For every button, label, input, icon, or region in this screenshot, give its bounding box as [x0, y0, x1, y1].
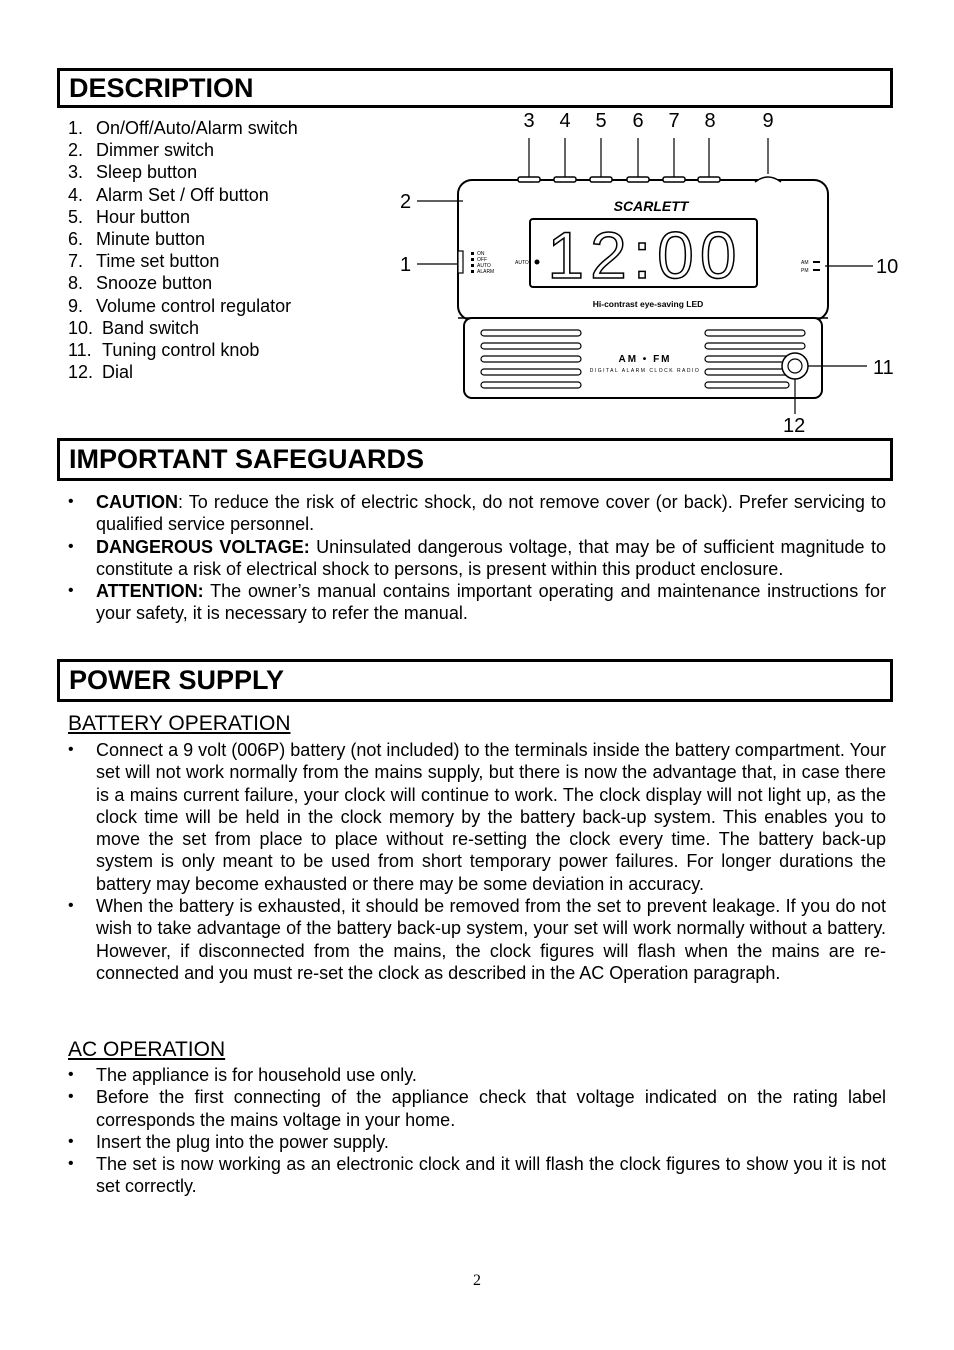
list-item: • The set is now working as an electronic clock and it will flash the clock figures to show you it is not set correctly. — [68, 1153, 886, 1198]
bullet-label: CAUTION — [96, 492, 178, 512]
list-item: • Insert the plug into the power supply. — [68, 1131, 886, 1153]
safeguards-list — [68, 491, 886, 625]
alarm-set-button — [554, 177, 576, 182]
list-item — [68, 184, 298, 206]
safeguards-heading — [57, 438, 893, 481]
auto-label: AUTO — [515, 260, 529, 266]
list-item — [68, 580, 886, 625]
item-number: 4. — [68, 184, 84, 205]
list-item — [68, 161, 298, 183]
list-item — [68, 206, 298, 228]
callout-2: 2 — [400, 191, 412, 213]
callout-8: 8 — [704, 110, 716, 132]
auto-indicator-dot — [535, 260, 540, 265]
minute-button — [627, 177, 649, 182]
callout-6: 6 — [632, 110, 644, 132]
list-item — [68, 117, 298, 139]
am-label: AM — [801, 260, 809, 266]
band-label: AM • FM — [618, 354, 672, 365]
list-item — [68, 295, 298, 317]
description-heading — [57, 68, 893, 108]
bullet-text: : To reduce the risk of electric shock, do not remove cover (or back). Prefer servicing to qualified service personnel. — [96, 492, 886, 535]
bullet-text: Uninsulated dangerous voltage, that may be of sufficient magnitude to constitute a risk of electrical shock to persons, is present within this product enclosure. — [96, 536, 886, 579]
volume-knob — [755, 177, 781, 182]
callout-11: 11 — [873, 357, 894, 379]
item-number: 11. — [68, 339, 92, 360]
item-number: 10. — [68, 317, 94, 338]
item-number: 7. — [68, 251, 84, 272]
list-item — [68, 361, 298, 383]
item-text: Snooze button — [96, 273, 213, 294]
dial-icon — [788, 359, 802, 373]
list-item — [68, 491, 886, 536]
pm-label: PM — [801, 268, 809, 274]
on-off-switch — [458, 251, 463, 273]
bullet-label: ATTENTION: — [96, 581, 204, 602]
item-text: Volume control regulator — [96, 295, 292, 316]
power-supply-heading-text: POWER SUPPLY — [69, 665, 285, 695]
switch-label-on: ON — [477, 251, 485, 257]
switch-label-auto: AUTO — [477, 263, 491, 269]
list-item — [68, 272, 298, 294]
bullet-text: The owner’s manual contains important operating and maintenance instructions for your safety, it is necessary to refer the manual. — [96, 581, 886, 624]
time-set-button — [663, 177, 685, 182]
safeguards-heading-text: IMPORTANT SAFEGUARDS — [69, 444, 424, 474]
item-number: 9. — [68, 295, 84, 316]
switch-label-off: OFF — [477, 257, 487, 263]
ac-operation-list — [68, 1064, 886, 1198]
item-number: 3. — [68, 162, 84, 183]
ac-operation-heading: AC OPERATION — [68, 1038, 226, 1061]
item-text: Hour button — [96, 206, 191, 227]
item-number: 8. — [68, 273, 84, 294]
item-text: Tuning control knob — [102, 339, 260, 360]
battery-operation-list — [68, 739, 886, 984]
description-heading-text: DESCRIPTION — [69, 72, 254, 103]
hour-button — [590, 177, 612, 182]
callout-3: 3 — [523, 110, 535, 132]
item-number: 2. — [68, 140, 84, 161]
item-text: Sleep button — [96, 162, 198, 183]
list-item — [68, 250, 298, 272]
led-caption: Hi-contrast eye-saving LED — [592, 299, 704, 309]
page-number: 2 — [473, 1272, 481, 1289]
callout-7: 7 — [668, 110, 680, 132]
clock-time-display: 12:00 — [547, 218, 743, 292]
battery-operation-heading: BATTERY OPERATION — [68, 712, 291, 735]
list-item — [68, 317, 298, 339]
item-text: Time set button — [96, 251, 220, 272]
clock-radio-diagram — [395, 106, 905, 440]
callout-4: 4 — [559, 110, 571, 132]
list-item — [68, 228, 298, 250]
item-text: Minute button — [96, 228, 206, 249]
item-number: 6. — [68, 228, 84, 249]
list-item — [68, 339, 298, 361]
item-text: On/Off/Auto/Alarm switch — [96, 118, 298, 138]
snooze-button — [698, 177, 720, 182]
bullet-label: DANGEROUS VOLTAGE: — [96, 536, 310, 557]
list-item: • Connect a 9 volt (006P) battery (not included) to the terminals inside the battery compartment. Your set will not work normally from the mains supply, but there is now the advantage that, in case there is a mains current failure, your clock will continue to work. The clock display will not light up, as the clock time will be held in the clock memory by the battery back-up system. This enables you to move the set from place to place without re-setting the clock every time. The battery back-up system is only meant to be used from short temporary power failures. For longer durations the battery may become exhausted or there may be some deviation in accuracy. — [68, 739, 886, 895]
list-item — [68, 536, 886, 581]
brand-logo: SCARLETT — [613, 198, 689, 214]
sleep-button — [518, 177, 540, 182]
item-number: 12. — [68, 362, 94, 383]
description-list — [68, 117, 298, 383]
item-number: 5. — [68, 206, 84, 227]
callout-1: 1 — [400, 254, 412, 276]
radio-caption: DIGITAL ALARM CLOCK RADIO — [589, 368, 701, 374]
callout-10: 10 — [876, 256, 899, 278]
list-item — [68, 139, 298, 161]
callout-5: 5 — [595, 110, 607, 132]
item-text: Dial — [102, 362, 134, 383]
callout-12: 12 — [783, 415, 806, 437]
list-item: • When the battery is exhausted, it should be removed from the set to prevent leakage. If you do not wish to take advantage of the battery back-up system, your set will work normally without a battery. However, if disconnected from the mains, the clock figures will flash when the mains are re-connected and you must re-set the clock as described in the AC Operation paragraph. — [68, 895, 886, 984]
item-number: 1. — [68, 118, 84, 138]
item-text: Dimmer switch — [96, 140, 215, 161]
item-text: Alarm Set / Off button — [96, 184, 269, 205]
list-item: • Before the first connecting of the appliance check that voltage indicated on the rating label corresponds the mains voltage in your home. — [68, 1086, 886, 1131]
list-item: • The appliance is for household use only. — [68, 1064, 886, 1086]
item-text: Band switch — [102, 317, 200, 338]
switch-label-alarm: ALARM — [477, 269, 495, 275]
callout-9: 9 — [762, 110, 774, 132]
power-supply-heading — [57, 659, 893, 702]
